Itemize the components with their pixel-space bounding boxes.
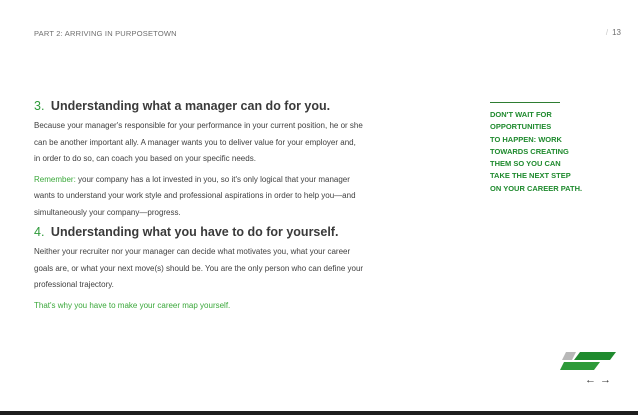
section-3-paragraph-1: Because your manager's responsible for your performance in your current position, he or she can be another important ally. A manager wants you to deliver value for your employer and, in order to do so, can coach you based on your specific needs. bbox=[34, 121, 363, 163]
logo-green-bottom-shape bbox=[560, 362, 600, 370]
remember-label: Remember: bbox=[34, 174, 76, 184]
section-4 bbox=[34, 225, 364, 314]
brand-logo-icon bbox=[560, 351, 618, 371]
main-content bbox=[34, 99, 364, 314]
sidebar-callout-text: DON'T WAIT FOR OPPORTUNITIES TO HAPPEN: WORK TOWARDS CREATING THEM SO YOU CAN TAKE THE NEXT STEP ON YOUR CAREER PATH. bbox=[490, 110, 583, 193]
prev-page-arrow-icon[interactable]: ← bbox=[585, 374, 596, 386]
sidebar-callout bbox=[490, 102, 610, 195]
page-navigation bbox=[585, 374, 615, 386]
section-4-paragraph-1: Neither your recruiter nor your manager can decide what motivates you, what your career goals are, or what your next move(s) should be. You are the only person who can define your professional trajectory. bbox=[34, 247, 364, 289]
remember-text: your company has a lot invested in you, so it's only logical that your manager wants to understand your work style and professional aspirations in order to help you—and simultaneously your company—progress. bbox=[34, 174, 356, 217]
page-number-block bbox=[606, 28, 621, 37]
section-3-number: 3. bbox=[34, 99, 45, 113]
section-4-number: 4. bbox=[34, 225, 45, 239]
section-label: PART 2: ARRIVING IN PURPOSETOWN bbox=[34, 29, 177, 38]
section-3-paragraph-2 bbox=[34, 172, 364, 222]
sidebar-rule bbox=[490, 102, 560, 103]
next-page-arrow-icon[interactable]: → bbox=[600, 374, 611, 386]
section-4-title: Understanding what you have to do for yourself. bbox=[50, 225, 339, 239]
page-number-separator: / bbox=[605, 28, 609, 37]
section-3-heading bbox=[34, 99, 364, 113]
logo-green-top-shape bbox=[574, 352, 616, 360]
logo-gray-top-shape bbox=[562, 352, 576, 360]
page-number: 13 bbox=[612, 28, 621, 37]
section-3-title: Understanding what a manager can do for you. bbox=[50, 99, 331, 113]
bottom-bar bbox=[0, 411, 638, 415]
section-4-heading bbox=[34, 225, 364, 239]
section-4-closing-line: That's why you have to make your career map yourself. bbox=[34, 300, 231, 310]
section-3 bbox=[34, 99, 364, 221]
